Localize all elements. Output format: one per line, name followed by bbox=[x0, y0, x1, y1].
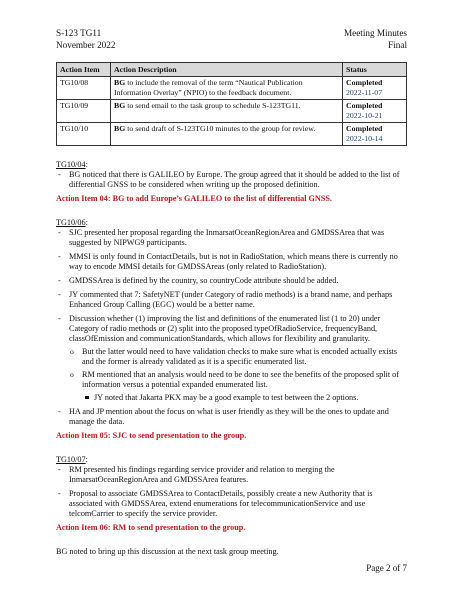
table-row bbox=[57, 76, 407, 99]
bullet-list bbox=[56, 228, 407, 427]
action-text: to send draft of S-123TG10 minutes to the group for review. bbox=[125, 124, 316, 133]
list-item: - MMSI is only found in ContactDetails, but is not in RadioStation, which means there is currently no way to encode MMSI details for GMDSSAreas (only related to RadioStation). bbox=[56, 252, 407, 272]
bullet-list bbox=[56, 170, 407, 190]
action-status bbox=[343, 99, 407, 122]
action-text: to include the removal of the term “Nautical Publication Information Overlay” (NPIO) to the feedback document. bbox=[114, 78, 303, 97]
section-tg10-04 bbox=[56, 160, 407, 204]
action-item-06: Action Item 06: RM to send presentation to the group. bbox=[56, 522, 246, 532]
list-item: - RM presented his findings regarding service provider and relation to merging the InmarsatOceanRegionArea and GMDSSArea features. bbox=[56, 465, 407, 485]
section-title: TG10/07: bbox=[56, 454, 88, 464]
assignee: BG bbox=[114, 101, 126, 110]
action-item-04: Action Item 04: BG to add Europe’s GALILEO to the list of differential GNSS. bbox=[56, 193, 332, 203]
status-date: 2022-11-07 bbox=[346, 87, 383, 97]
status-label: Completed bbox=[346, 124, 383, 133]
section-tg10-06 bbox=[56, 218, 407, 441]
sub-sub-list-item: JY noted that Jakarta PKX may be a good example to test between the 2 options. bbox=[82, 393, 407, 403]
column-header-status: Status bbox=[343, 63, 407, 77]
table-header-row bbox=[57, 63, 407, 77]
sub-list-item: o But the latter would need to have validation checks to make sure what is encoded actually exists and the former is already validated as it is a specific enumerated list. bbox=[69, 347, 407, 367]
table-row bbox=[57, 122, 407, 145]
assignee: BG bbox=[114, 78, 126, 87]
doc-status: Final bbox=[388, 39, 407, 50]
column-header-action-item: Action Item bbox=[57, 63, 111, 77]
doc-code: S-123 TG11 bbox=[56, 28, 102, 38]
section-title: TG10/06: bbox=[56, 217, 88, 227]
column-header-action-description: Action Description bbox=[111, 63, 343, 77]
list-item: - SJC presented her proposal regarding the InmarsatOceanRegionArea and GMDSSArea that was suggested by NIPWG9 participants. bbox=[56, 228, 407, 248]
doc-type: Meeting Minutes bbox=[343, 28, 407, 38]
page-number: Page 2 of 7 bbox=[366, 563, 407, 573]
table-row bbox=[57, 99, 407, 122]
list-item: - JY commented that 7: SafetyNET (under Category of radio methods) is a brand name, and perhaps Enhanced Group Calling (EGC) would be a better name. bbox=[56, 290, 407, 310]
sub-bullet-list bbox=[69, 347, 407, 403]
action-description bbox=[111, 76, 343, 99]
action-status bbox=[343, 76, 407, 99]
action-text: to send email to the task group to schedule S-123TG11. bbox=[125, 101, 301, 110]
action-description bbox=[111, 122, 343, 145]
bullet-list bbox=[56, 465, 407, 519]
action-item-id: TG10/10 bbox=[57, 122, 111, 145]
action-status bbox=[343, 122, 407, 145]
action-description bbox=[111, 99, 343, 122]
list-item: - GMDSSArea is defined by the country, so countryCode attribute should be added. bbox=[56, 276, 407, 286]
action-item-id: TG10/08 bbox=[57, 76, 111, 99]
list-item: - Proposal to associate GMDSSArea to ContactDetails, possibly create a new Authority that is associated with GMDSSArea, extend enumerations for telecommunicationService and use telcomCarrier to specify the service provider. bbox=[56, 489, 407, 519]
action-item-id: TG10/09 bbox=[57, 99, 111, 122]
closing-note: BG noted to bring up this discussion at the next task group meeting. bbox=[56, 546, 279, 556]
header-left bbox=[56, 28, 115, 51]
sub-sub-bullet-list bbox=[82, 393, 407, 403]
assignee: BG bbox=[114, 124, 126, 133]
status-date: 2022-10-14 bbox=[346, 133, 383, 143]
header-right bbox=[344, 28, 407, 51]
list-item bbox=[56, 314, 407, 403]
status-label: Completed bbox=[346, 78, 383, 87]
sub-list-item-text: RM mentioned that an analysis would need to be done to see the benefits of the proposed split of information versus a potential expanded enumerated list. bbox=[82, 369, 399, 389]
page-header bbox=[56, 28, 407, 51]
status-label: Completed bbox=[346, 101, 383, 110]
action-item-05: Action Item 05: SJC to send presentation to the group. bbox=[56, 430, 247, 440]
action-items-table bbox=[56, 62, 407, 146]
sub-list-item bbox=[69, 370, 407, 403]
list-item-text: Discussion whether (1) improving the list and definitions of the enumerated list (1 to 20) under Category of radio methods or (2) split into the proposed typeOfRadioService, frequencyBand, classOfEmission and communicationStandards, which allows for flexibility and granularity. bbox=[69, 313, 381, 343]
doc-date: November 2022 bbox=[56, 39, 116, 50]
status-date: 2022-10-21 bbox=[346, 110, 383, 120]
section-tg10-07 bbox=[56, 455, 407, 533]
list-item: - BG noticed that there is GALILEO by Europe. The group agreed that it should be added to the list of differential GNSS to be considered when writing up the proposed definition. bbox=[56, 170, 407, 190]
list-item: - HA and JP mention about the focus on what is user friendly as they will be the ones to update and manage the data. bbox=[56, 407, 407, 427]
section-title: TG10/04: bbox=[56, 159, 88, 169]
